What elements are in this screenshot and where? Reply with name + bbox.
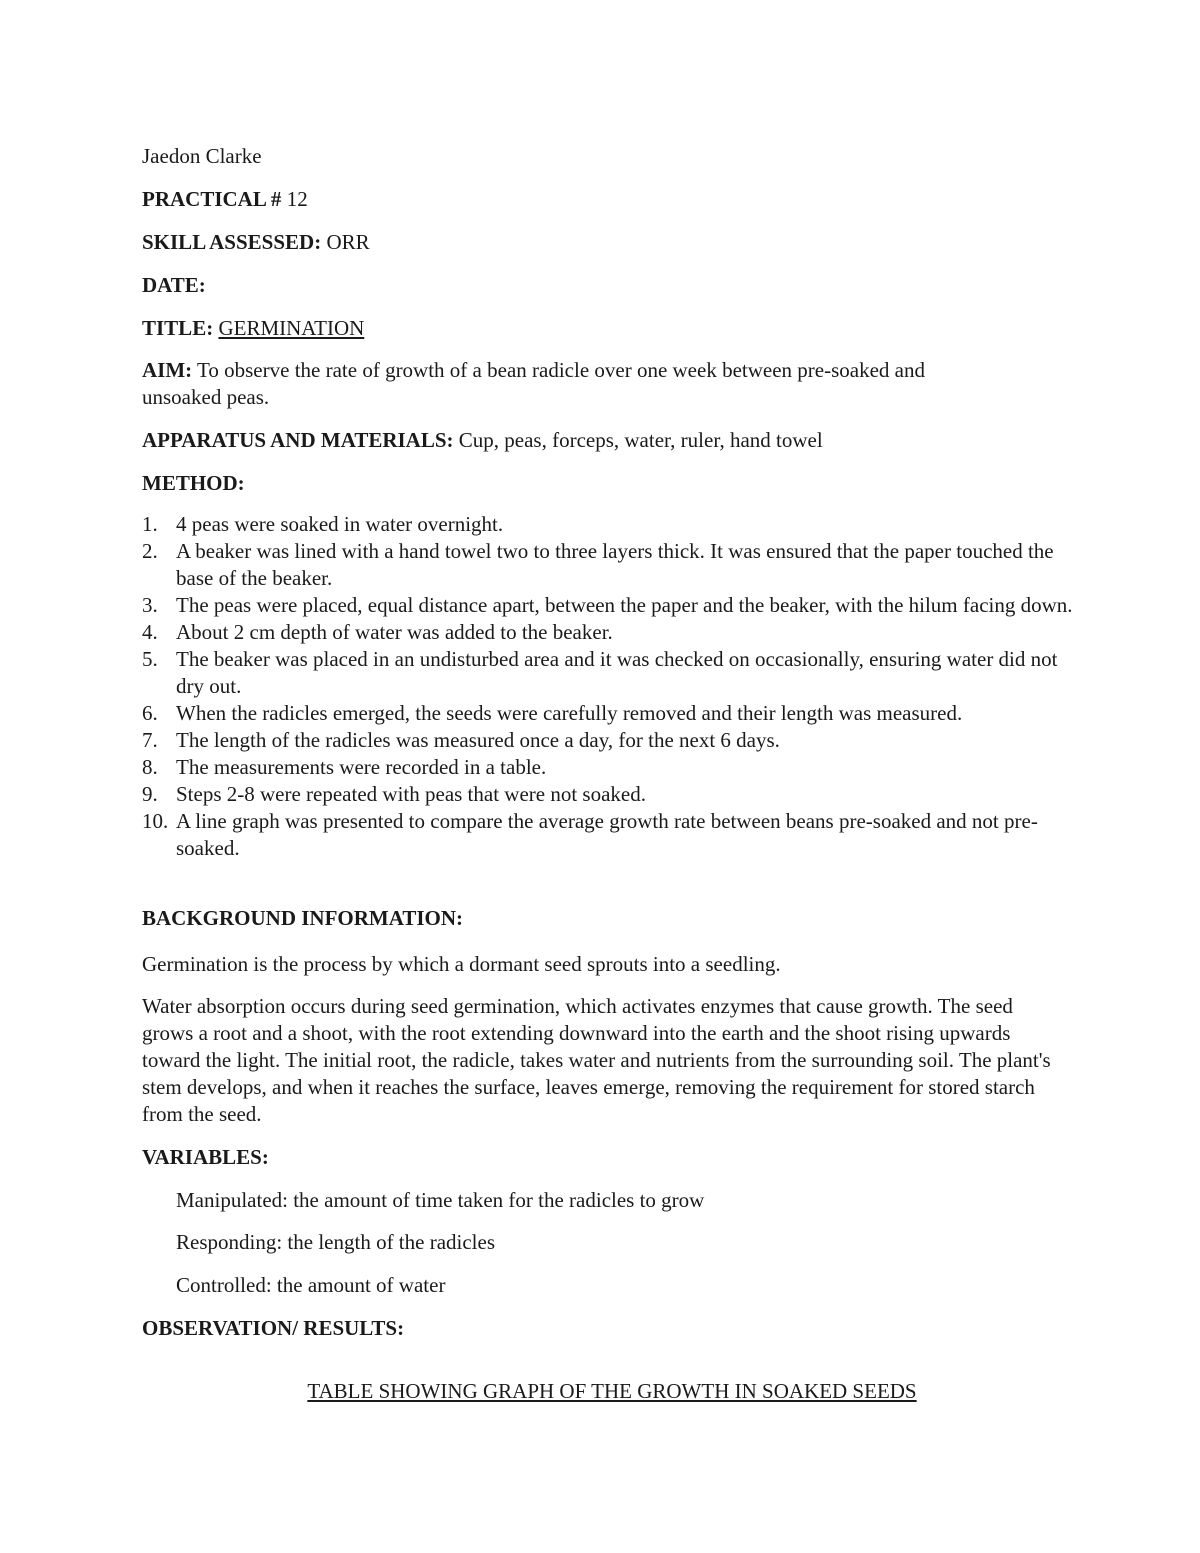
aim-section (142, 357, 1102, 411)
title-line (142, 315, 1072, 342)
method-step: 5. The beaker was placed in an undisturbed area and it was checked on occasionally, ensuring water did not dry out. (142, 647, 1058, 698)
title-label: TITLE: (142, 316, 214, 340)
background-paragraph-1: Germination is the process by which a dormant seed sprouts into a seedling. (142, 952, 781, 976)
practical-label: PRACTICAL # (142, 187, 282, 211)
variable-controlled: Controlled: the amount of water (176, 1273, 446, 1297)
skill-line (142, 229, 1072, 256)
method-step: 1. 4 peas were soaked in water overnight. (142, 512, 504, 536)
aim-line-2: unsoaked peas. (142, 385, 270, 409)
method-heading: METHOD: (142, 471, 245, 495)
variable-responding: Responding: the length of the radicles (176, 1230, 496, 1254)
skill-value: ORR (321, 230, 370, 254)
variable-manipulated: Manipulated: the amount of time taken for the radicles to grow (176, 1188, 705, 1212)
aim-label: AIM: (142, 358, 193, 382)
title-value: GERMINATION (218, 316, 365, 340)
method-step: 6. When the radicles emerged, the seeds were carefully removed and their length was measured. (142, 701, 963, 725)
aim-line-1 (142, 357, 1102, 384)
method-step: 7. The length of the radicles was measured once a day, for the next 6 days. (142, 728, 780, 752)
method-step: 9. Steps 2-8 were repeated with peas that were not soaked. (142, 782, 646, 806)
method-steps (142, 511, 1082, 862)
date-label: DATE: (142, 273, 206, 297)
method-step: 2. A beaker was lined with a hand towel two to three layers thick. It was ensured that the paper touched the base of the beaker. (142, 539, 1054, 590)
method-step: 10. A line graph was presented to compare the average growth rate between beans pre-soaked and not pre-soaked. (142, 809, 1038, 860)
apparatus-value: Cup, peas, forceps, water, ruler, hand towel (453, 428, 823, 452)
variables-heading: VARIABLES: (142, 1145, 269, 1169)
practical-line (142, 186, 1072, 213)
skill-label: SKILL ASSESSED: (142, 230, 322, 254)
method-step: 4. About 2 cm depth of water was added to the beaker. (142, 620, 613, 644)
apparatus-label: APPARATUS AND MATERIALS: (142, 428, 454, 452)
aim-text-1: To observe the rate of growth of a bean radicle over one week between pre-soaked and (192, 358, 925, 382)
author-name: Jaedon Clarke (142, 144, 262, 168)
practical-value: 12 (281, 187, 308, 211)
background-heading: BACKGROUND INFORMATION: (142, 906, 464, 930)
table-caption: TABLE SHOWING GRAPH OF THE GROWTH IN SOAKED SEEDS (307, 1379, 917, 1403)
apparatus-line (142, 427, 1072, 454)
method-step: 3. The peas were placed, equal distance apart, between the paper and the beaker, with the hilum facing down. (142, 593, 1073, 617)
results-heading: OBSERVATION/ RESULTS: (142, 1316, 405, 1340)
background-paragraph-2: Water absorption occurs during seed germination, which activates enzymes that cause growth. The seed grows a root and a shoot, with the root extending downward into the earth and the shoot rising upwards toward the light. The initial root, the radicle, takes water and nutrients from the surrounding soil. The plant's stem develops, and when it reaches the surface, leaves emerge, removing the requirement for stored starch from the seed. (142, 994, 1051, 1126)
method-step: 8. The measurements were recorded in a table. (142, 755, 547, 779)
